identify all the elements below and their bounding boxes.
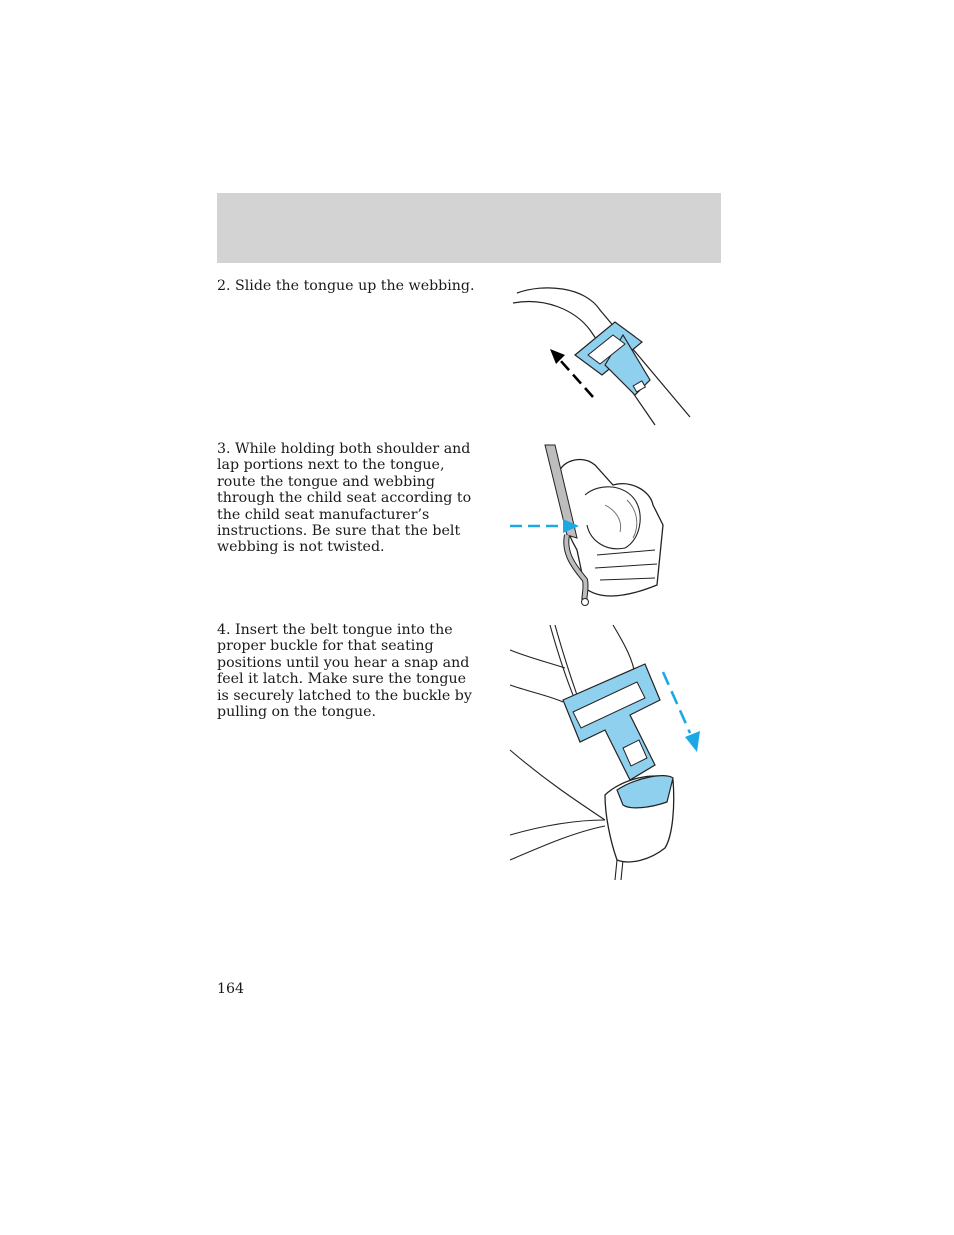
step-2-text: 2. Slide the tongue up the webbing.: [217, 278, 475, 294]
insert-arrow: [663, 672, 700, 752]
child-seat-routing-illustration: [505, 440, 670, 610]
belt-tongue-slide-illustration: [505, 275, 705, 430]
belt-tongue-shape: [575, 322, 650, 395]
section-header-band: [217, 193, 721, 263]
buckle-insert-illustration: [505, 620, 710, 882]
step-4-text: 4. Insert the belt tongue into the proper buckle for that seating positions until you hear a snap and feel it latch. Make sure the tongue is securely latched to the buckle by pulling on the tongue.: [217, 622, 472, 721]
step-3-text: 3. While holding both shoulder and lap portions next to the tongue, route the tongue and webbing through the child seat according to the child seat manufacturer’s instructions. Be sure that the belt webbing is not twisted.: [217, 441, 472, 556]
page-number: 164: [217, 981, 245, 997]
belt-tongue-shape: [563, 664, 660, 780]
